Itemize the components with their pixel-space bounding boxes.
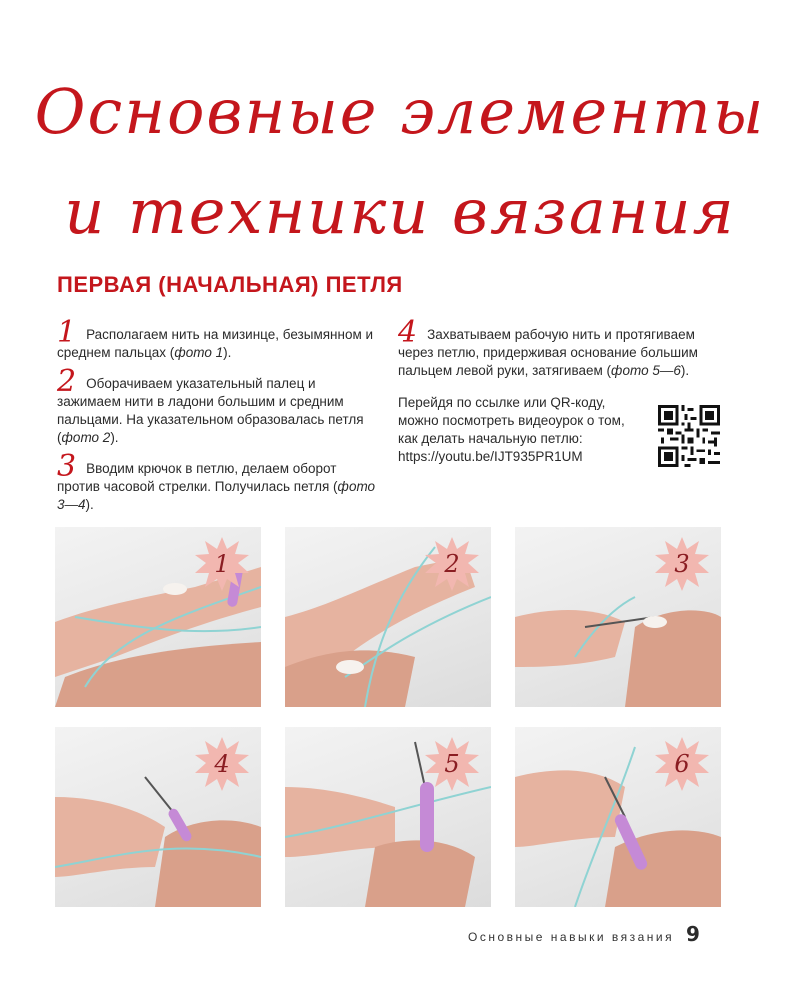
page-number: 9: [686, 922, 700, 946]
step-text: Захватываем рабочую нить и протягиваем через петлю, придерживая основание большим пальцем левой руки, затягиваем (: [398, 327, 698, 378]
page-title-line-1: Основные элементы: [34, 75, 766, 148]
page-title-line-2: и техники вязания: [64, 175, 736, 248]
step-3: [57, 449, 377, 514]
step-text: Вводим крючок в петлю, делаем оборот против часовой стрелки. Получилась петля (: [57, 461, 338, 494]
step-number: 1: [57, 315, 77, 350]
photo-5: [285, 727, 491, 907]
step-tail: ).: [223, 345, 232, 360]
photo-ref: фото 5—6: [611, 363, 681, 378]
qr-code-icon[interactable]: [658, 405, 720, 467]
step-tail: ).: [110, 430, 119, 445]
section-title: ПЕРВАЯ (НАЧАЛЬНАЯ) ПЕТЛЯ: [57, 272, 403, 297]
photo-ref: фото 3—4: [57, 479, 376, 512]
photo-number-badge: [193, 735, 251, 793]
photo-number: 5: [444, 750, 460, 778]
step-number: 3: [57, 449, 77, 484]
step-tail: ).: [85, 497, 94, 512]
page-title: [0, 62, 800, 262]
photo-number: 1: [214, 550, 230, 578]
photo-number-badge: [423, 535, 481, 593]
photo-4: [55, 727, 261, 907]
video-note: [398, 394, 648, 466]
step-4: [398, 315, 708, 380]
step-number: 2: [57, 364, 77, 399]
step-text: Располагаем нить на мизинце, безымянном и среднем пальцах (: [57, 327, 374, 360]
steps-column-left: [57, 315, 377, 523]
step-tail: ).: [680, 363, 690, 378]
photo-ref: фото 2: [61, 430, 111, 445]
video-link[interactable]: https://youtu.be/IJT935PR1UM: [398, 449, 583, 464]
photo-number: 6: [674, 750, 690, 778]
step-number: 4: [398, 315, 418, 350]
step-1: [57, 315, 377, 362]
running-title: Основные навыки вязания: [468, 930, 675, 944]
step-2: [57, 364, 377, 447]
photo-number: 4: [214, 750, 230, 778]
photo-number-badge: [653, 735, 711, 793]
photo-number: 2: [444, 550, 460, 578]
photo-number: 3: [674, 550, 690, 578]
photo-3: [515, 527, 721, 707]
step-text: Оборачиваем указательный палец и зажимаем нити в ладони большим и средним пальцами. На указательном образовалась петля (: [57, 376, 364, 445]
photo-1: [55, 527, 261, 707]
photo-number-badge: [653, 535, 711, 593]
photo-2: [285, 527, 491, 707]
photo-number-badge: [423, 735, 481, 793]
photo-number-badge: [193, 535, 251, 593]
photo-ref: фото 1: [174, 345, 224, 360]
photo-6: [515, 727, 721, 907]
video-note-text: Перейдя по ссылке или QR-коду, можно посмотреть видеоурок о том, как делать начальную петлю:: [398, 395, 625, 446]
